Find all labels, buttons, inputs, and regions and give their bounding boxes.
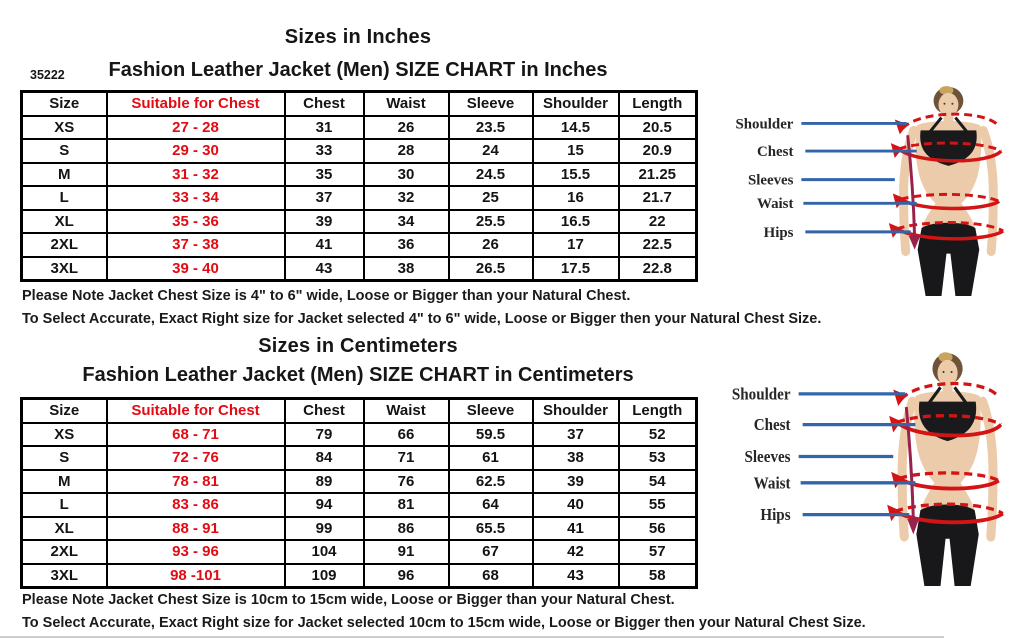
inches-chart-title: Fashion Leather Jacket (Men) SIZE CHART in Inches xyxy=(108,59,608,81)
cell-suitable-for-chest: 33 - 34 xyxy=(107,186,285,210)
cell-suitable-for-chest: 68 - 71 xyxy=(107,423,285,447)
cell-measurement: 22.5 xyxy=(619,233,697,257)
cell-measurement: 38 xyxy=(364,257,449,281)
cell-measurement: 81 xyxy=(364,493,449,517)
cell-measurement: 58 xyxy=(619,564,697,588)
column-header-length: Length xyxy=(619,399,697,423)
cell-size: 2XL xyxy=(22,540,107,564)
cell-suitable-for-chest: 83 - 86 xyxy=(107,493,285,517)
inches-table-header xyxy=(22,92,697,116)
cell-suitable-for-chest: 78 - 81 xyxy=(107,470,285,494)
cell-measurement: 65.5 xyxy=(449,517,533,541)
figure-label-shoulder: Shoulder xyxy=(735,116,794,133)
table-row xyxy=(22,493,697,517)
column-header-sleeve: Sleeve xyxy=(449,92,533,116)
cell-measurement: 59.5 xyxy=(449,423,533,447)
column-header-waist: Waist xyxy=(364,399,449,423)
cell-measurement: 25 xyxy=(449,186,533,210)
column-header-chest: Chest xyxy=(285,92,364,116)
cell-measurement: 56 xyxy=(619,517,697,541)
cell-size: S xyxy=(22,139,107,163)
cell-measurement: 33 xyxy=(285,139,364,163)
cell-measurement: 62.5 xyxy=(449,470,533,494)
cell-measurement: 41 xyxy=(285,233,364,257)
column-header-shoulder: Shoulder xyxy=(533,92,619,116)
cell-suitable-for-chest: 29 - 30 xyxy=(107,139,285,163)
table-row xyxy=(22,116,697,140)
cell-measurement: 94 xyxy=(285,493,364,517)
measurement-figure-cm xyxy=(698,350,1020,586)
cell-measurement: 37 xyxy=(285,186,364,210)
cell-size: XS xyxy=(22,423,107,447)
item-number: 35222 xyxy=(30,68,65,82)
cell-measurement: 109 xyxy=(285,564,364,588)
cell-measurement: 32 xyxy=(364,186,449,210)
cell-measurement: 61 xyxy=(449,446,533,470)
cm-section-title: Sizes in Centimeters xyxy=(258,335,458,357)
cell-measurement: 54 xyxy=(619,470,697,494)
cm-table-body xyxy=(22,423,697,588)
cell-measurement: 23.5 xyxy=(449,116,533,140)
cell-size: 3XL xyxy=(22,257,107,281)
cell-suitable-for-chest: 72 - 76 xyxy=(107,446,285,470)
cell-measurement: 43 xyxy=(285,257,364,281)
cell-suitable-for-chest: 93 - 96 xyxy=(107,540,285,564)
cell-measurement: 28 xyxy=(364,139,449,163)
cell-measurement: 104 xyxy=(285,540,364,564)
inches-note-1: Please Note Jacket Chest Size is 4" to 6" wide, Loose or Bigger than your Natural Chest. xyxy=(22,288,631,304)
cell-measurement: 67 xyxy=(449,540,533,564)
table-row xyxy=(22,257,697,281)
cell-measurement: 26 xyxy=(449,233,533,257)
cell-suitable-for-chest: 37 - 38 xyxy=(107,233,285,257)
table-row xyxy=(22,446,697,470)
cell-size: L xyxy=(22,493,107,517)
cell-suitable-for-chest: 35 - 36 xyxy=(107,210,285,234)
cell-measurement: 76 xyxy=(364,470,449,494)
cell-measurement: 17.5 xyxy=(533,257,619,281)
cell-measurement: 22 xyxy=(619,210,697,234)
column-header-chest: Chest xyxy=(285,399,364,423)
figure-label-chest: Chest xyxy=(753,416,791,435)
cell-size: L xyxy=(22,186,107,210)
cm-size-table xyxy=(20,397,698,589)
cell-measurement: 31 xyxy=(285,116,364,140)
cell-measurement: 96 xyxy=(364,564,449,588)
inches-section-title: Sizes in Inches xyxy=(284,26,432,48)
cell-measurement: 34 xyxy=(364,210,449,234)
cell-measurement: 14.5 xyxy=(533,116,619,140)
cell-measurement: 24.5 xyxy=(449,163,533,187)
cell-measurement: 84 xyxy=(285,446,364,470)
cell-measurement: 91 xyxy=(364,540,449,564)
cell-measurement: 37 xyxy=(533,423,619,447)
cell-suitable-for-chest: 39 - 40 xyxy=(107,257,285,281)
header-row xyxy=(22,399,697,423)
cell-measurement: 79 xyxy=(285,423,364,447)
cell-size: 3XL xyxy=(22,564,107,588)
inches-size-table xyxy=(20,90,698,282)
cell-size: 2XL xyxy=(22,233,107,257)
cm-table-header xyxy=(22,399,697,423)
model-illustration xyxy=(702,84,1020,296)
column-header-waist: Waist xyxy=(364,92,449,116)
table-row xyxy=(22,470,697,494)
cell-measurement: 86 xyxy=(364,517,449,541)
cell-measurement: 40 xyxy=(533,493,619,517)
column-header-size: Size xyxy=(22,92,107,116)
cell-measurement: 38 xyxy=(533,446,619,470)
cell-size: XL xyxy=(22,517,107,541)
cell-size: M xyxy=(22,163,107,187)
cell-suitable-for-chest: 98 -101 xyxy=(107,564,285,588)
cell-measurement: 53 xyxy=(619,446,697,470)
table-row xyxy=(22,423,697,447)
figure-label-waist: Waist xyxy=(753,474,791,493)
cell-measurement: 66 xyxy=(364,423,449,447)
cm-chart-title: Fashion Leather Jacket (Men) SIZE CHART in Centimeters xyxy=(82,364,634,386)
column-header-shoulder: Shoulder xyxy=(533,399,619,423)
table-row xyxy=(22,163,697,187)
cell-suitable-for-chest: 88 - 91 xyxy=(107,517,285,541)
cell-measurement: 20.9 xyxy=(619,139,697,163)
column-header-sleeve: Sleeve xyxy=(449,399,533,423)
cell-measurement: 20.5 xyxy=(619,116,697,140)
cell-measurement: 26.5 xyxy=(449,257,533,281)
cell-measurement: 89 xyxy=(285,470,364,494)
column-header-suitable-for-chest: Suitable for Chest xyxy=(107,399,285,423)
cell-size: XL xyxy=(22,210,107,234)
cell-measurement: 16.5 xyxy=(533,210,619,234)
cell-measurement: 17 xyxy=(533,233,619,257)
cell-measurement: 24 xyxy=(449,139,533,163)
cell-measurement: 57 xyxy=(619,540,697,564)
column-header-size: Size xyxy=(22,399,107,423)
cell-measurement: 42 xyxy=(533,540,619,564)
table-row xyxy=(22,564,697,588)
cell-measurement: 16 xyxy=(533,186,619,210)
cell-measurement: 21.7 xyxy=(619,186,697,210)
cell-size: S xyxy=(22,446,107,470)
cell-size: M xyxy=(22,470,107,494)
cell-measurement: 36 xyxy=(364,233,449,257)
cell-measurement: 26 xyxy=(364,116,449,140)
cell-measurement: 99 xyxy=(285,517,364,541)
cm-note-1: Please Note Jacket Chest Size is 10cm to 15cm wide, Loose or Bigger than your Natural Chest. xyxy=(22,592,675,608)
figure-label-chest: Chest xyxy=(757,144,794,160)
figure-label-sleeves: Sleeves xyxy=(744,448,791,467)
figure-label-sleeves: Sleeves xyxy=(747,172,794,189)
model-illustration xyxy=(698,350,1020,586)
column-header-length: Length xyxy=(619,92,697,116)
table-row xyxy=(22,517,697,541)
figure-label-shoulder: Shoulder xyxy=(731,385,791,404)
inches-table-body xyxy=(22,116,697,281)
column-header-suitable-for-chest: Suitable for Chest xyxy=(107,92,285,116)
figure-label-waist: Waist xyxy=(757,196,794,213)
table-row xyxy=(22,233,697,257)
table-row xyxy=(22,186,697,210)
cell-measurement: 21.25 xyxy=(619,163,697,187)
cell-suitable-for-chest: 27 - 28 xyxy=(107,116,285,140)
cell-measurement: 64 xyxy=(449,493,533,517)
cell-measurement: 15 xyxy=(533,139,619,163)
cell-measurement: 71 xyxy=(364,446,449,470)
cell-measurement: 39 xyxy=(533,470,619,494)
figure-labels xyxy=(732,386,791,524)
table-row xyxy=(22,210,697,234)
header-row xyxy=(22,92,697,116)
cell-measurement: 22.8 xyxy=(619,257,697,281)
cell-suitable-for-chest: 31 - 32 xyxy=(107,163,285,187)
bottom-divider xyxy=(0,636,944,638)
measurement-figure-inches xyxy=(702,84,1020,296)
inches-note-2: To Select Accurate, Exact Right size for Jacket selected 4" to 6" wide, Loose or Bigger then your Natural Chest Size. xyxy=(22,311,822,327)
cell-measurement: 35 xyxy=(285,163,364,187)
cell-measurement: 15.5 xyxy=(533,163,619,187)
cell-measurement: 43 xyxy=(533,564,619,588)
cell-measurement: 55 xyxy=(619,493,697,517)
cell-measurement: 52 xyxy=(619,423,697,447)
table-row xyxy=(22,139,697,163)
figure-labels xyxy=(736,116,794,240)
cell-size: XS xyxy=(22,116,107,140)
figure-label-hips: Hips xyxy=(760,506,791,525)
cell-measurement: 39 xyxy=(285,210,364,234)
figure-label-hips: Hips xyxy=(763,224,794,241)
cell-measurement: 41 xyxy=(533,517,619,541)
table-row xyxy=(22,540,697,564)
cell-measurement: 68 xyxy=(449,564,533,588)
cell-measurement: 25.5 xyxy=(449,210,533,234)
cell-measurement: 30 xyxy=(364,163,449,187)
cm-note-2: To Select Accurate, Exact Right size for Jacket selected 10cm to 15cm wide, Loose or Bigger then your Natural Chest Size. xyxy=(22,615,866,631)
